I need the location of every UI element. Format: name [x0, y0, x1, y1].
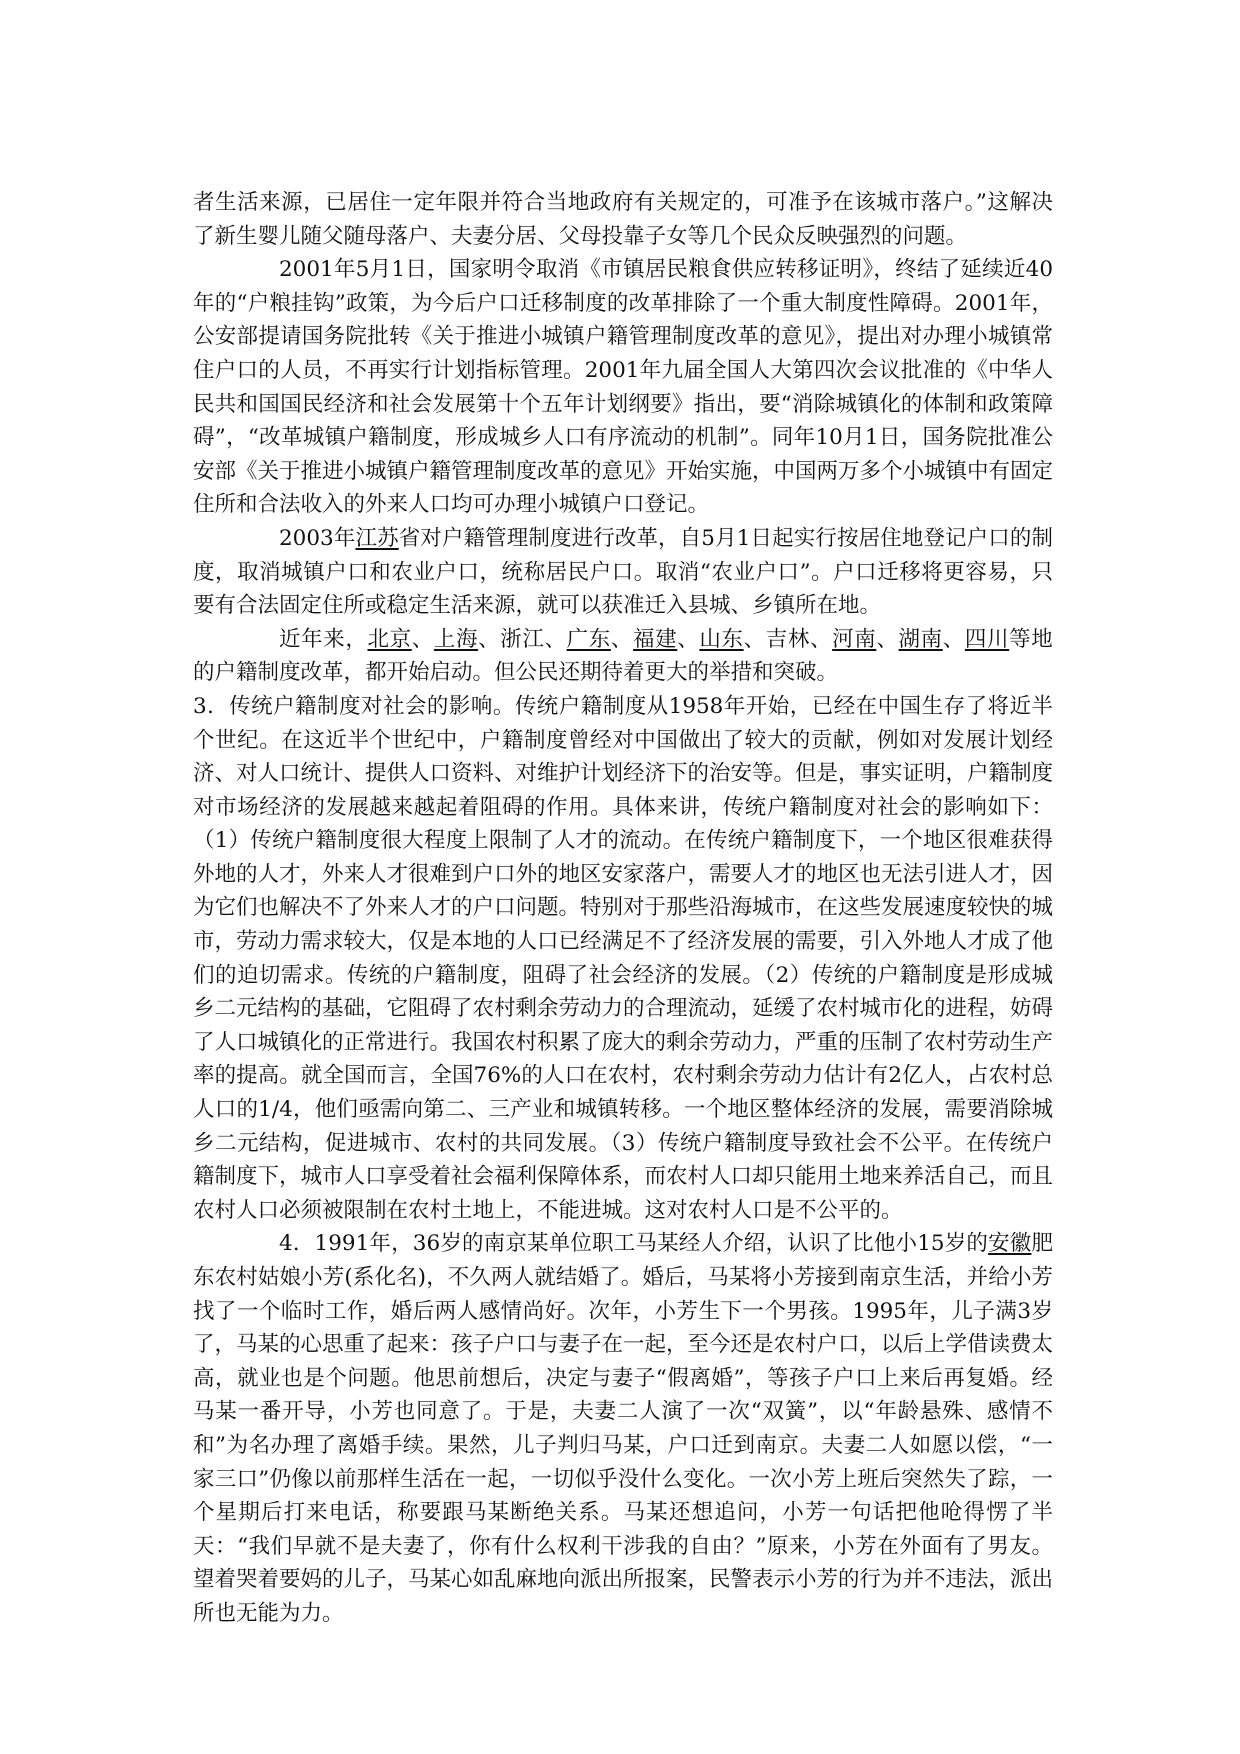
text-segment: 、 [677, 626, 700, 652]
text-segment: 4．1991年，36岁的南京某单位职工马某经人介绍，认识了比他小15岁的 [279, 1231, 989, 1257]
paragraph-social-impact: 3．传统户籍制度对社会的影响。传统户籍制度从1958年开始，已经在中国生存了将近半个世纪。在这近半个世纪中，户籍制度曾经对中国做出了较大的贡献，例如对发展计划经济、对人口统计、提供人口资料、对维护计划经济下的治安等。但是，事实证明，户籍制度对市场经济的发展越来越起着阻碍的作用。具体来讲，传统户籍制度对社会的影响如下：（1）传统户籍制度很大程度上限制了人才的流动。在传统户籍制度下，一个地区很难获得外地的人才，外来人才很难到户口外的地区安家落户，需要人才的地区也无法引进人才，因为它们也解决不了外来人才的户口问题。特别对于那些沿海城市，在这些发展速度较快的城市，劳动力需求较大，仅是本地的人口已经满足不了经济发展的需要，引入外地人才成了他们的迫切需求。传统的户籍制度，阻碍了社会经济的发展。（2）传统的户籍制度是形成城乡二元结构的基础，它阻碍了农村剩余劳动力的合理流动，延缓了农村城市化的进程，妨碍了人口城镇化的正常进行。我国农村积累了庞大的剩余劳动力，严重的压制了农村劳动生产率的提高。就全国而言，全国76%的人口在农村，农村剩余劳动力估计有2亿人，占农村总人口的1/4，他们亟需向第二、三产业和城镇转移。一个地区整体经济的发展，需要消除城乡二元结构，促进城市、农村的共同发展。（3）传统户籍制度导致社会不公平。在传统户籍制度下，城市人口享受着社会福利保障体系，而农村人口却只能用土地来养活自己，而且农村人口必须被限制在农村土地上，不能进城。这对农村人口是不公平的。 [193, 693, 1054, 1223]
link-jiangsu[interactable]: 江苏 [355, 525, 399, 551]
text-segment: 省对户籍管理制度进行改革，自5月1日起实行按居住地登记户口的制度，取消城镇户口和农业户口，统称居民户口。取消“农业户口”。户口迁移将更容易，只要有合法固定住所或稳定生活来源，就可以获准迁入县城、乡镇所在地。 [193, 525, 1053, 619]
text-segment: 、浙江、 [478, 626, 567, 652]
text-segment: 、 [942, 626, 965, 652]
paragraph-case-study [193, 1227, 1053, 1630]
text-segment: 近年来， [279, 626, 368, 652]
text-segment: 肥东农村姑娘小芳(系化名)，不久两人就结婚了。婚后，马某将小芳接到南京生活，并给小芳找了一个临时工作，婚后两人感情尚好。次年，小芳生下一个男孩。1995年，儿子满3岁了，马某的心思重了起来：孩子户口与妻子在一起，至今还是农村户口，以后上学借读费太高，就业也是个问题。他思前想后，决定与妻子“假离婚”，等孩子户口上来后再复婚。经马某一番开导，小芳也同意了。于是，夫妻二人演了一次“双簧”，以“年龄悬殊、感情不和”为名办理了离婚手续。果然，儿子判归马某，户口迁到南京。夫妻二人如愿以偿，“一家三口”仍像以前那样生活在一起，一切似乎没什么变化。一次小芳上班后突然失了踪，一个星期后打来电话，称要跟马某断绝关系。马某还想追问，小芳一句话把他呛得愣了半天：“我们早就不是夫妻了，你有什么权利干涉我的自由？”原来，小芳在外面有了男友。望着哭着要妈的儿子，马某心如乱麻地向派出所报案，民警表示小芳的行为并不违法，派出所也无能为力。 [193, 1231, 1054, 1626]
text-segment: 等地的户籍制度改革，都开始启动。但公民还期待着更大的举措和突破。 [193, 626, 1053, 686]
link-henan[interactable]: 河南 [832, 626, 877, 652]
link-hunan[interactable]: 湖南 [898, 626, 943, 652]
paragraph-2003-jiangsu [193, 522, 1053, 623]
link-shandong[interactable]: 山东 [699, 626, 744, 652]
document-page [193, 186, 1053, 1631]
link-guangdong[interactable]: 广东 [566, 626, 611, 652]
link-anhui[interactable]: 安徽 [988, 1231, 1032, 1257]
paragraph-hukou-conditions: 者生活来源，已居住一定年限并符合当地政府有关规定的，可准予在该城市落户。”这解决了新生婴儿随父随母落户、夫妻分居、父母投靠子女等几个民众反映强烈的问题。 [193, 190, 1053, 249]
link-fujian[interactable]: 福建 [633, 626, 678, 652]
paragraph-recent-reforms [193, 623, 1053, 690]
text-segment: 2003年 [279, 525, 356, 551]
link-shanghai[interactable]: 上海 [433, 626, 479, 652]
link-sichuan[interactable]: 四川 [964, 626, 1010, 652]
link-beijing[interactable]: 北京 [367, 626, 412, 652]
text-segment: 、 [411, 626, 434, 652]
text-segment: 、 [610, 626, 633, 652]
text-segment: 、 [876, 626, 899, 652]
paragraph-2001-reform: 2001年5月1日，国家明令取消《市镇居民粮食供应转移证明》，终结了延续近40年的“户粮挂钩”政策，为今后户口迁移制度的改革排除了一个重大制度性障碍。2001年，公安部提请国务院批转《关于推进小城镇户籍管理制度改革的意见》，提出对办理小城镇常住户口的人员，不再实行计划指标管理。2001年九届全国人大第四次会议批准的《中华人民共和国国民经济和社会发展第十个五年计划纲要》指出，要“消除城镇化的体制和政策障碍”，“改革城镇户籍制度，形成城乡人口有序流动的机制”。同年10月1日，国务院批准公安部《关于推进小城镇户籍管理制度改革的意见》开始实施，中国两万多个小城镇中有固定住所和合法收入的外来人口均可办理小城镇户口登记。 [193, 257, 1054, 518]
text-segment: 、吉林、 [743, 626, 833, 652]
